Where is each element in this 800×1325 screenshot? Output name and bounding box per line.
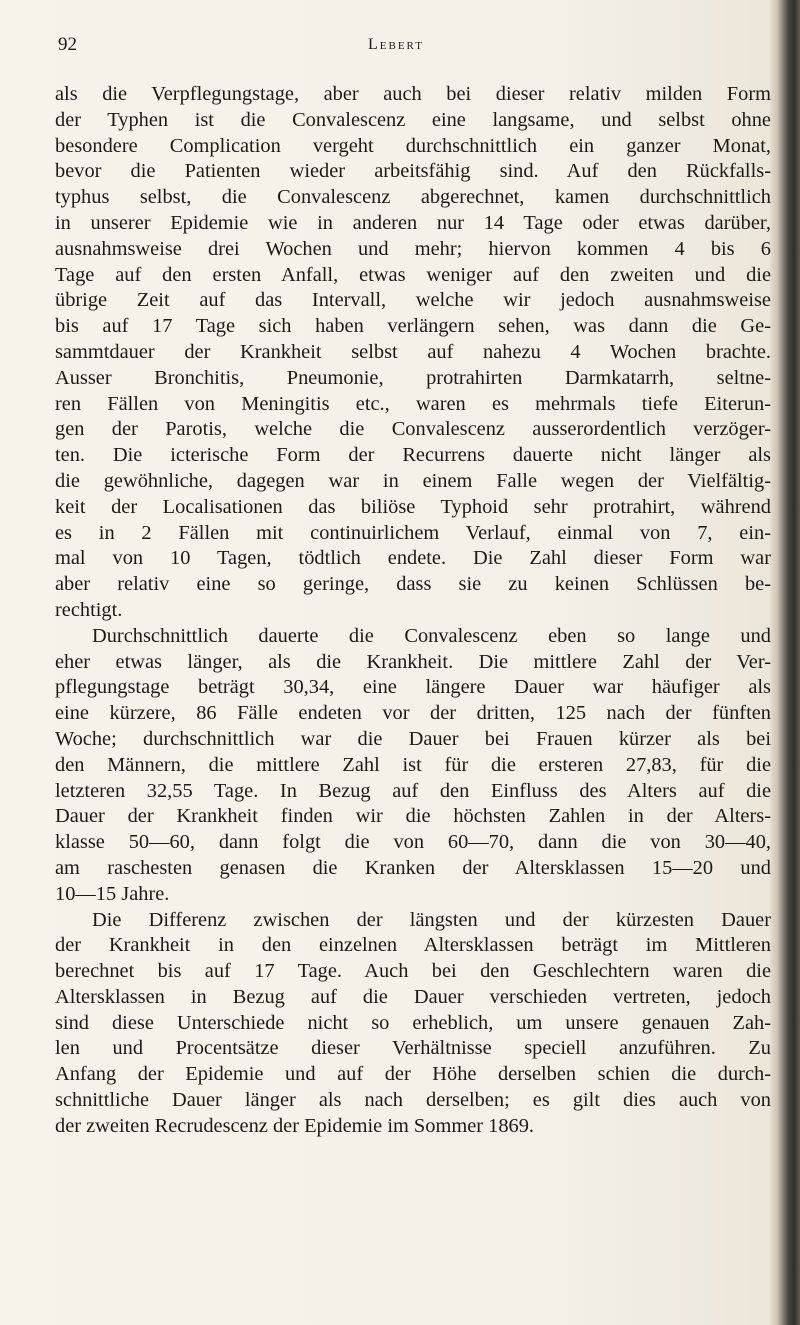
running-head: Lebert — [368, 36, 424, 53]
text-line: bis auf 17 Tage sich haben verlängern sehen, was dann die Ge- — [55, 315, 771, 338]
page-number: 92 — [58, 34, 77, 55]
text-line: 10—15 Jahre. — [55, 882, 170, 905]
text-line: besondere Complication vergeht durchschnittlich ein ganzer Monat, — [55, 134, 771, 157]
text-line: sammtdauer der Krankheit selbst auf nahezu 4 Wochen brachte. — [55, 340, 771, 363]
text-line: der Typhen ist die Convalescenz eine langsame, und selbst ohne — [55, 108, 771, 131]
text-line: die gewöhnliche, dagegen war in einem Falle wegen der Vielfältig- — [55, 469, 771, 492]
text-line: keit der Localisationen das biliöse Typhoid sehr protrahirt, während — [55, 495, 771, 518]
text-line: Ausser Bronchitis, Pneumonie, protrahirten Darmkatarrh, seltne- — [55, 366, 771, 389]
text-line: ten. Die icterische Form der Recurrens dauerte nicht länger als — [55, 444, 771, 467]
text-line: ausnahmsweise drei Wochen und mehr; hiervon kommen 4 bis 6 — [55, 237, 771, 260]
page-header — [58, 34, 758, 64]
text-line: typhus selbst, die Convalescenz abgerechnet, kamen durchschnittlich — [55, 186, 771, 209]
text-line: der Krankheit in den einzelnen Altersklassen beträgt im Mittleren — [55, 934, 771, 957]
text-line: als die Verpflegungstage, aber auch bei dieser relativ milden Form — [55, 83, 771, 105]
text-line: eine kürzere, 86 Fälle endeten vor der dritten, 125 nach der fünften — [55, 702, 771, 725]
text-line: schnittliche Dauer länger als nach derselben; es gilt dies auch von — [55, 1089, 771, 1112]
text-line: in unserer Epidemie wie in anderen nur 14 Tage oder etwas darüber, — [55, 211, 771, 234]
text-line: Anfang der Epidemie und auf der Höhe derselben schien die durch- — [55, 1063, 771, 1086]
text-line: Die Differenz zwischen der längsten und der kürzesten Dauer — [92, 908, 771, 931]
book-gutter — [770, 0, 800, 1325]
text-line: den Männern, die mittlere Zahl ist für die ersteren 27,83, für die — [55, 753, 771, 776]
text-line: gen der Parotis, welche die Convalescenz ausserordentlich verzöger- — [55, 418, 771, 441]
text-line: ren Fällen von Meningitis etc., waren es mehrmals tiefe Eiterun- — [55, 392, 771, 415]
text-line: am raschesten genasen die Kranken der Altersklassen 15—20 und — [55, 856, 771, 879]
text-line: bevor die Patienten wieder arbeitsfähig sind. Auf den Rückfalls- — [55, 160, 771, 183]
text-line: übrige Zeit auf das Intervall, welche wir jedoch ausnahmsweise — [55, 289, 771, 312]
text-line: klasse 50—60, dann folgt die von 60—70, dann die von 30—40, — [55, 831, 771, 854]
text-line: aber relativ eine so geringe, dass sie zu keinen Schlüssen be- — [55, 573, 771, 596]
text-line: eher etwas länger, als die Krankheit. Die mittlere Zahl der Ver- — [55, 650, 771, 673]
body-text — [55, 82, 771, 1140]
text-line: Durchschnittlich dauerte die Convalescenz eben so lange und — [92, 624, 771, 647]
text-line: sind diese Unterschiede nicht so erheblich, um unsere genauen Zah- — [55, 1011, 771, 1034]
text-line: Altersklassen in Bezug auf die Dauer verschieden vertreten, jedoch — [55, 985, 771, 1008]
text-line: berechnet bis auf 17 Tage. Auch bei den Geschlechtern waren die — [55, 960, 771, 983]
text-line: letzteren 32,55 Tage. In Bezug auf den Einfluss des Alters auf die — [55, 779, 771, 802]
text-line: rechtigt. — [55, 598, 123, 621]
text-line: pflegungstage beträgt 30,34, eine längere Dauer war häufiger als — [55, 676, 771, 699]
text-line: Woche; durchschnittlich war die Dauer bei Frauen kürzer als bei — [55, 727, 771, 750]
text-line: Tage auf den ersten Anfall, etwas weniger auf den zweiten und die — [55, 263, 771, 286]
text-line: es in 2 Fällen mit continuirlichem Verlauf, einmal von 7, ein- — [55, 521, 771, 544]
text-line: der zweiten Recrudescenz der Epidemie im Sommer 1869. — [55, 1114, 535, 1137]
text-line: len und Procentsätze dieser Verhältnisse speciell anzuführen. Zu — [55, 1037, 771, 1060]
text-line: mal von 10 Tagen, tödtlich endete. Die Zahl dieser Form war — [55, 547, 771, 570]
text-line: Dauer der Krankheit finden wir die höchsten Zahlen in der Alters- — [55, 805, 771, 828]
